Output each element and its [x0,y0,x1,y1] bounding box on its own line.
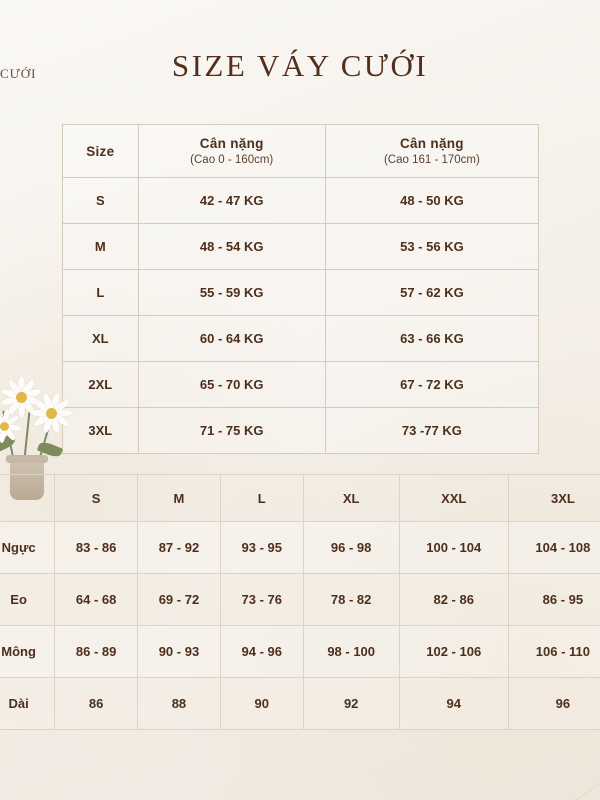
cell-weight-tall: 48 - 50 KG [325,178,538,224]
column-header-weight-tall [325,125,538,178]
row-label-hip: Mông [0,626,55,678]
cell-size: 2XL [63,362,139,408]
column-header-weight-tall-sub: (Cao 161 - 170cm) [383,154,480,166]
cell-length-s: 86 [55,678,138,730]
cell-weight-short: 60 - 64 KG [138,316,325,362]
page-title: SIZE VÁY CƯỚI [171,48,429,83]
table-row [0,678,600,730]
row-label-bust: Ngực [0,522,55,574]
cell-weight-short: 65 - 70 KG [138,362,325,408]
cell-length-m: 88 [138,678,221,730]
column-header-weight-short-main: Cân nặng [199,136,264,151]
cell-weight-short: 71 - 75 KG [138,408,325,454]
cell-bust-xl: 96 - 98 [303,522,399,574]
cell-weight-tall: 73 -77 KG [325,408,538,454]
cell-size: L [63,270,139,316]
column-header-l: L [220,475,303,522]
weight-size-table [62,124,539,454]
cell-weight-short: 55 - 59 KG [138,270,325,316]
column-header-3xl: 3XL [508,475,600,522]
column-header-weight-tall-main: Cân nặng [399,136,464,151]
table-row [63,178,539,224]
cell-weight-short: 42 - 47 KG [138,178,325,224]
row-label-length: Dài [0,678,55,730]
cell-hip-xl: 98 - 100 [303,626,399,678]
cell-waist-s: 64 - 68 [55,574,138,626]
column-header-m: M [138,475,221,522]
column-header-xl: XL [303,475,399,522]
table-row [63,316,539,362]
cell-hip-xxl: 102 - 106 [399,626,508,678]
brand-mark: CƯỚI [0,66,37,81]
table-row [63,224,539,270]
measurements-table [0,474,600,730]
cell-hip-s: 86 - 89 [55,626,138,678]
cell-size: S [63,178,139,224]
cell-weight-tall: 67 - 72 KG [325,362,538,408]
column-header-xxl: XXL [399,475,508,522]
cell-bust-3xl: 104 - 108 [508,522,600,574]
cell-bust-s: 83 - 86 [55,522,138,574]
cell-hip-3xl: 106 - 110 [508,626,600,678]
cell-waist-3xl: 86 - 95 [508,574,600,626]
table-row [63,408,539,454]
cell-bust-m: 87 - 92 [138,522,221,574]
cell-hip-m: 90 - 93 [138,626,221,678]
row-label-waist: Eo [0,574,55,626]
column-header-weight-short-sub: (Cao 0 - 160cm) [190,154,274,166]
cell-size: 3XL [63,408,139,454]
column-header-measure [0,475,55,522]
cell-weight-short: 48 - 54 KG [138,224,325,270]
cell-waist-l: 73 - 76 [220,574,303,626]
table-row [0,574,600,626]
cell-length-l: 90 [220,678,303,730]
cell-length-3xl: 96 [508,678,600,730]
cell-weight-tall: 53 - 56 KG [325,224,538,270]
table-header-row [0,475,600,522]
cell-bust-xxl: 100 - 104 [399,522,508,574]
table-row [63,270,539,316]
table-row [0,522,600,574]
cell-waist-xl: 78 - 82 [303,574,399,626]
cell-size: XL [63,316,139,362]
column-header-size-main: Size [86,143,115,159]
cell-waist-m: 69 - 72 [138,574,221,626]
cell-weight-tall: 57 - 62 KG [325,270,538,316]
table-header-row [63,125,539,178]
cell-size: M [63,224,139,270]
table-row [63,362,539,408]
cell-hip-l: 94 - 96 [220,626,303,678]
column-header-weight-short [138,125,325,178]
cell-waist-xxl: 82 - 86 [399,574,508,626]
table-row [0,626,600,678]
daisy-icon [0,408,22,444]
cell-length-xl: 92 [303,678,399,730]
cell-bust-l: 93 - 95 [220,522,303,574]
cell-length-xxl: 94 [399,678,508,730]
column-header-size [63,125,139,178]
column-header-s: S [55,475,138,522]
daisy-icon [30,392,72,434]
cell-weight-tall: 63 - 66 KG [325,316,538,362]
